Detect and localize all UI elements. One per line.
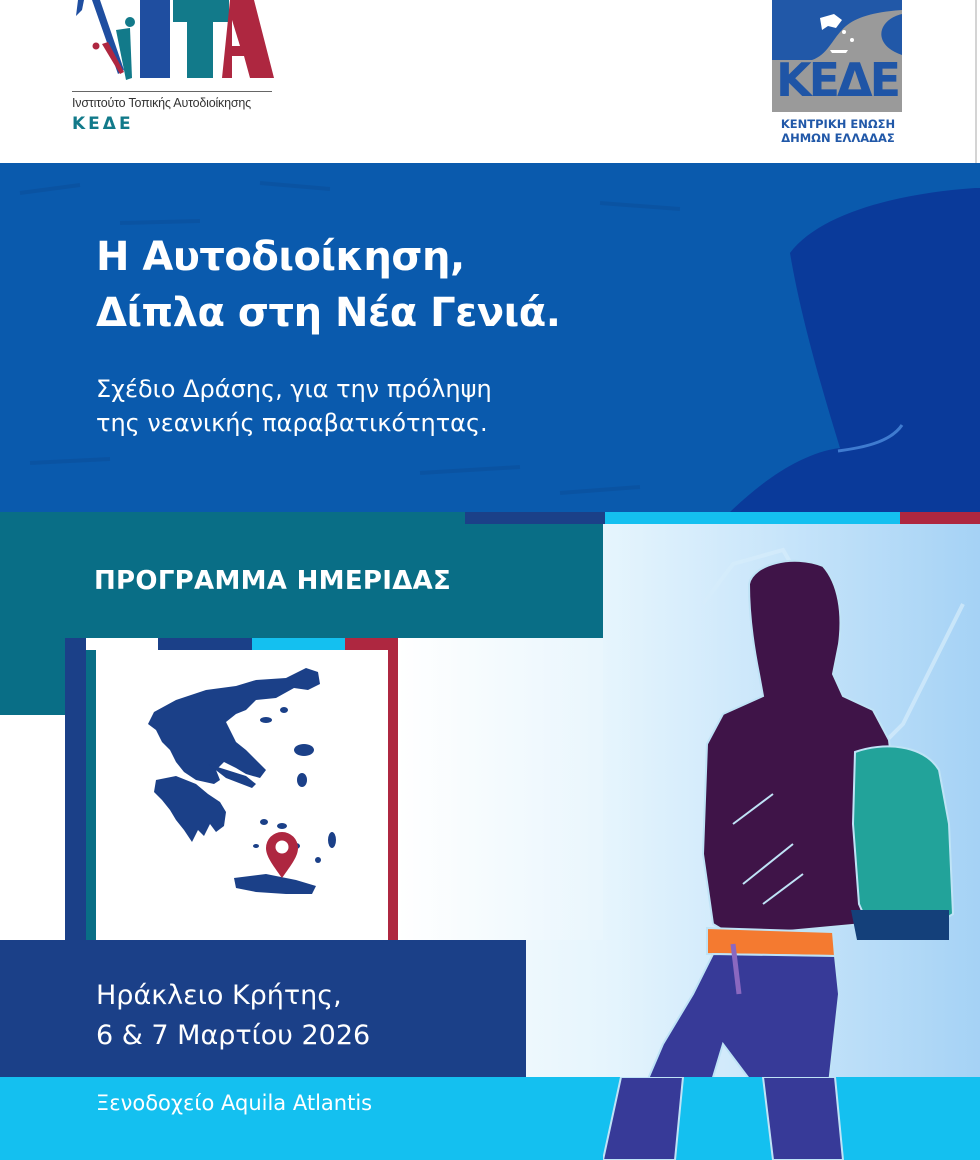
hero-title-line2: Δίπλα στη Νέα Γενιά.: [96, 290, 561, 336]
greece-map-icon: [96, 650, 388, 940]
hero-subtitle-line2: της νεανικής παραβατικότητας.: [96, 409, 488, 437]
map-frame-red: [388, 650, 398, 952]
ita-subtitle: Ινστιτούτο Τοπικής Αυτοδιοίκησης: [72, 96, 251, 110]
program-label: ΠΡΟΓΡΑΜΜΑ ΗΜΕΡΙΔΑΣ: [94, 566, 452, 596]
left-teal-strip: [86, 650, 96, 952]
stripe-teal: [0, 512, 465, 524]
hero-title-line1: Η Αυτοδιοίκηση,: [96, 234, 465, 280]
hero-subtitle-line1: Σχέδιο Δράσης, για την πρόληψη: [96, 375, 492, 403]
hero-banner: [0, 163, 980, 512]
kede-mark: ΚΕΔΕ: [775, 53, 899, 107]
legs-overlay-icon: [603, 1077, 980, 1160]
kede-line1: ΚΕΝΤΡΙΚΗ ΕΝΩΣΗ: [780, 117, 896, 131]
map-stripe-navy: [158, 638, 252, 650]
location-pin-icon: [266, 832, 298, 878]
program-band: [0, 524, 603, 638]
ita-org-label: ΚΕΔΕ: [72, 114, 134, 134]
event-date-box: [0, 940, 526, 1077]
left-navy-column: [65, 638, 86, 940]
map-stripe-red: [345, 638, 398, 650]
kede-fullname: [768, 117, 908, 145]
stripe-red: [900, 512, 980, 524]
teen-with-backpack-illustration-icon: [603, 524, 980, 1160]
event-details: [96, 976, 370, 1056]
stripe-navy: [465, 512, 605, 524]
map-box: [96, 650, 388, 940]
hero-subtitle: [96, 372, 492, 440]
illustration-background-bottom: [526, 940, 603, 1077]
header: [0, 0, 980, 163]
left-white-panel: [0, 715, 65, 940]
event-dates: 6 & 7 Μαρτίου 2026: [96, 1020, 371, 1051]
ita-divider: [72, 91, 272, 92]
illustration-background-left: [398, 638, 603, 940]
stripe-cyan: [605, 512, 900, 524]
kede-line2: ΔΗΜΩΝ ΕΛΛΑΔΑΣ: [781, 131, 895, 145]
event-location: Ηράκλειο Κρήτης,: [96, 980, 342, 1011]
hero-title: [96, 229, 560, 341]
kede-logo: [772, 0, 902, 112]
page-edge: [975, 0, 977, 163]
event-venue: Ξενοδοχείο Aquila Atlantis: [96, 1091, 373, 1115]
map-stripe-cyan: [252, 638, 345, 650]
